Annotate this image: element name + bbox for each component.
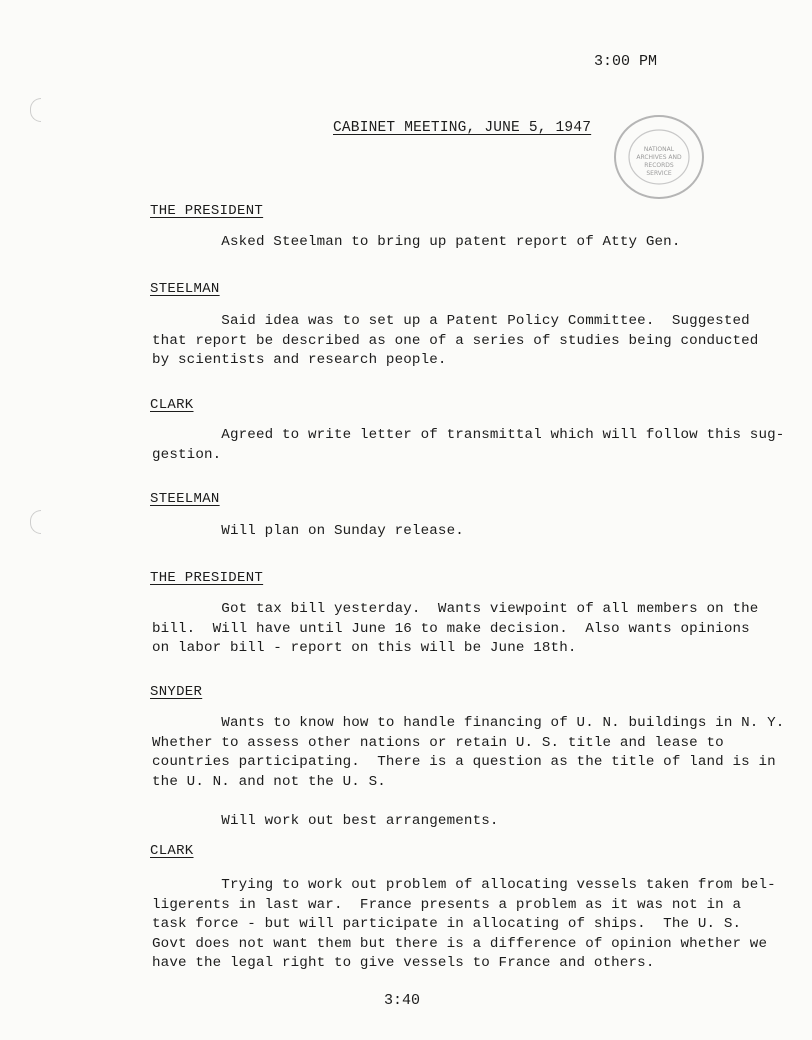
speaker-label: STEELMAN [150, 491, 220, 507]
speaker-label: CLARK [150, 397, 194, 413]
svg-text:RECORDS: RECORDS [644, 162, 674, 169]
entry-text: Wants to know how to handle financing of U. N. buildings in N. Y. Whether to assess other nations or retain U. S. title and lease to countries participating. There is a question as the title of land is in the U. N. and not the U. S. Will work out best arrangements. [152, 715, 785, 829]
speaker-label: THE PRESIDENT [150, 203, 264, 219]
svg-text:ARCHIVES AND: ARCHIVES AND [636, 154, 682, 161]
entry-text: Got tax bill yesterday. Wants viewpoint of all members on the bill. Will have until June 16 to make decision. Also wants opinions on labor bill - report on this will be June 18th. [152, 601, 759, 656]
entry-text: Agreed to write letter of transmittal which will follow this sug- gestion. [152, 427, 785, 463]
page-title: CABINET MEETING, JUNE 5, 1947 [333, 120, 592, 136]
entry-text: Said idea was to set up a Patent Policy Committee. Suggested that report be described as one of a series of studies being conducted by scientists and research people. [152, 313, 759, 368]
time-start: 3:00 PM [594, 53, 658, 70]
entry-text: Trying to work out problem of allocating vessels taken from bel- ligerents in last war. France presents a problem as it was not in a task force - but will participate in allocating of ships. The U. S. Govt does not want them but there is a difference of opinion whether we have the legal right to give vessels to France and others. [152, 877, 776, 971]
speaker-label: THE PRESIDENT [150, 570, 264, 586]
archives-stamp-icon [612, 113, 706, 201]
punch-hole-mark [30, 98, 41, 122]
punch-hole-mark [30, 510, 41, 534]
svg-text:SERVICE: SERVICE [646, 170, 672, 177]
entry-text: Asked Steelman to bring up patent report of Atty Gen. [152, 234, 681, 250]
speaker-label: CLARK [150, 843, 194, 859]
speaker-label: STEELMAN [150, 281, 220, 297]
svg-text:NATIONAL: NATIONAL [643, 146, 675, 153]
entry-text: Will plan on Sunday release. [152, 523, 464, 539]
speaker-label: SNYDER [150, 684, 203, 700]
time-end: 3:40 [384, 992, 421, 1009]
